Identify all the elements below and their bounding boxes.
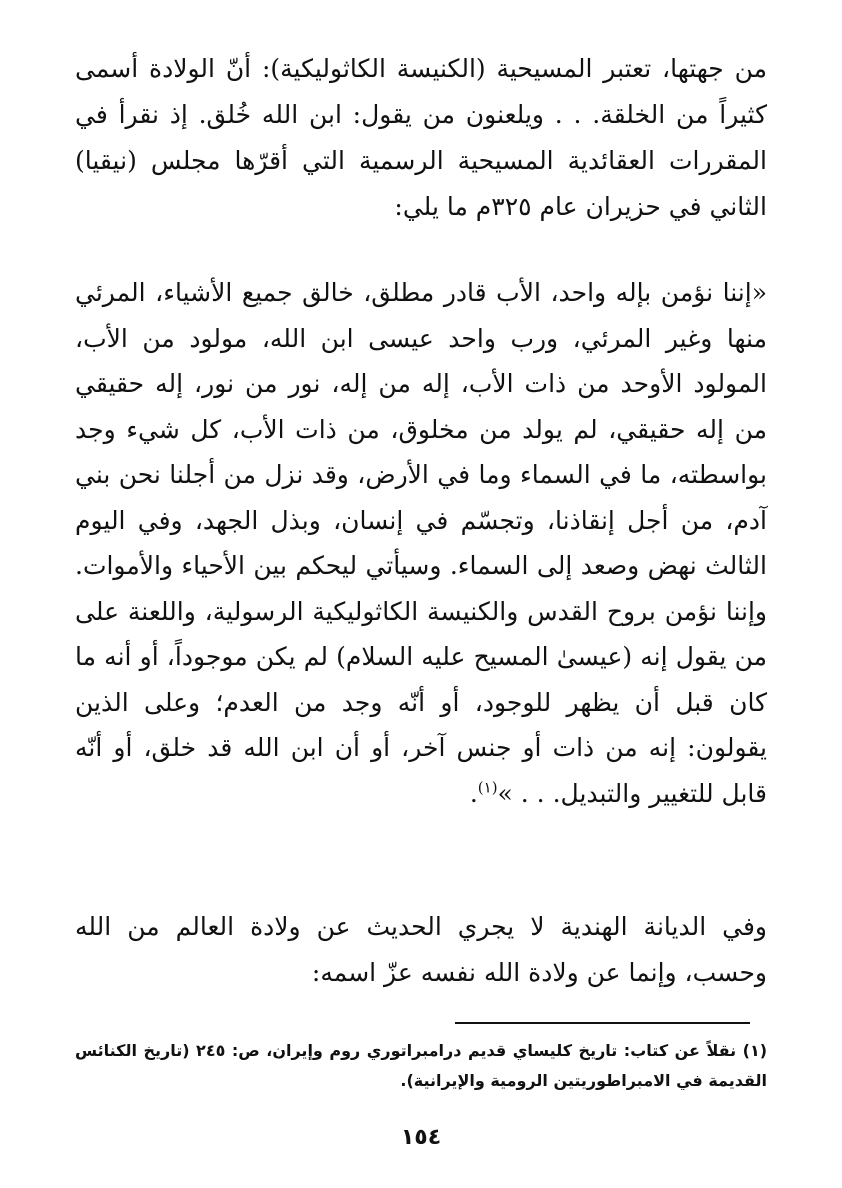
quote-end-period: .: [469, 778, 478, 808]
footnote-divider: [455, 1022, 750, 1024]
footnote-text: (١) نقلاً عن كتاب: تاريخ كليساي قديم درامبراتوري روم وإيران، ص: ٢٤٥ (تاريخ الكنائس القديمة في الامبراطوريتين الرومية والإيرانية).: [75, 1041, 768, 1090]
page-number: ١٥٤: [400, 1125, 442, 1150]
creed-quote-text: «إننا نؤمن بإله واحد، الأب قادر مطلق، خالق جميع الأشياء، المرئي منها وغير المرئي، ورب واحد عيسى ابن الله، مولود من الأب، المولود الأوحد من ذات الأب، إله من إله، نور من نور، إله حقيقي من إله حقيقي، لم يولد من مخلوق، من ذات الأب، كل شيء وجد بواسطته، ما في السماء وما في الأرض، وقد نزل من أجلنا نحن بني آدم، من أجل إنقاذنا، وتجسّم في إنسان، وبذل الجهد، وفي اليوم الثالث نهض وصعد إلى السماء. وسيأتي ليحكم بين الأحياء والأموات. وإننا نؤمن بروح القدس والكنيسة الكاثوليكية الرسولية، واللعنة على من يقول إنه (عيسىٰ المسيح عليه السلام) لم يكن موجوداً، أو أنه ما كان قبل أن يظهر للوجود، أو أنّه وجد من العدم؛ وعلى الذين يقولون: إنه من ذات أو جنس آخر، أو أن ابن الله قد خلق، أو أنّه قابل للتغيير والتبديل. . . »: [75, 278, 767, 808]
intro-paragraph: من جهتها، تعتبر المسيحية (الكنيسة الكاثوليكية): أنّ الولادة أسمى كثيراً من الخلقة. . . ويلعنون من يقول: ابن الله خُلق. إذ نقرأ في المقررات العقائدية المسيحية الرسمية التي أقرّها مجلس (نيقيا) الثاني في حزيران عام ٣٢٥م ما يلي:: [75, 54, 767, 221]
footnote-marker: (١): [477, 778, 498, 797]
closing-paragraph: وفي الديانة الهندية لا يجري الحديث عن ولادة العالم من الله وحسب، وإنما عن ولادة الله نفسه عزّ اسمه:: [75, 912, 767, 987]
creed-quote-paragraph: [75, 270, 767, 816]
